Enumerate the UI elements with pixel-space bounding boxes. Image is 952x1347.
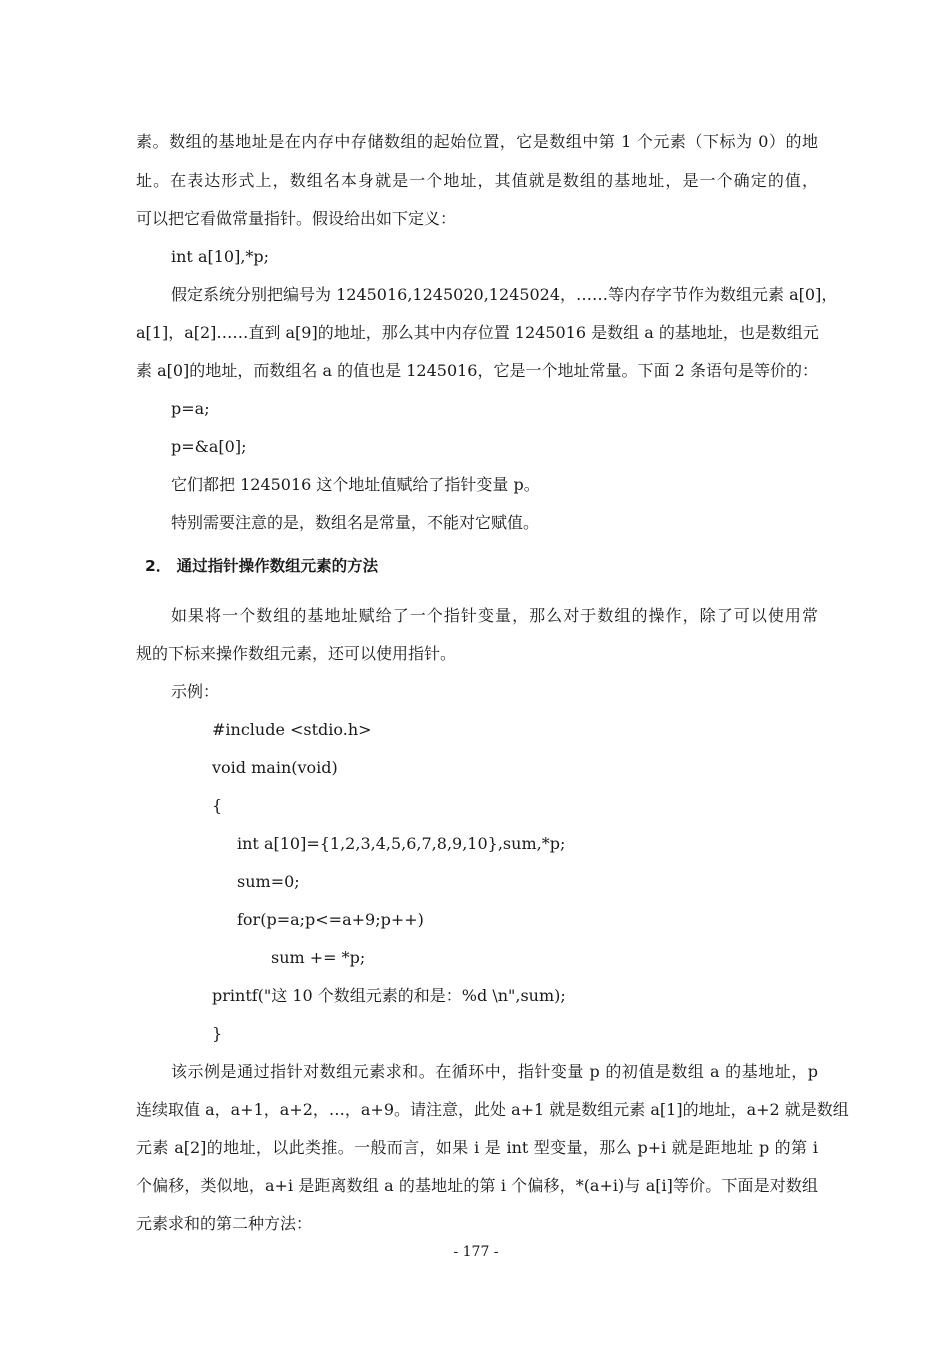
code-line: p=&a[0]; <box>171 437 247 456</box>
paragraph-line: 连续取值 a，a+1，a+2，…，a+9。请注意，此处 a+1 就是数组元素 a[1]的地址，a+2 就是数组 <box>136 1100 849 1119</box>
code-line: sum=0; <box>237 872 300 891</box>
paragraph-line: 素。数组的基地址是在内存中存储数组的起始位置，它是数组中第 1 个元素（下标为 0）的地 <box>136 132 818 151</box>
example-label: 示例： <box>171 682 220 701</box>
code-line: sum += *p; <box>271 948 366 967</box>
code-line: #include <stdio.h> <box>212 720 372 739</box>
paragraph-line: 规的下标来操作数组元素，还可以使用指针。 <box>136 644 457 663</box>
code-line: for(p=a;p<=a+9;p++) <box>237 910 424 929</box>
page-number: - 177 - <box>453 1244 499 1260</box>
paragraph-line: 该示例是通过指针对数组元素求和。在循环中，指针变量 p 的初值是数组 a 的基地址，p <box>171 1062 818 1081</box>
paragraph-line: 素 a[0]的地址，而数组名 a 的值也是 1245016，它是一个地址常量。下面 2 条语句是等价的： <box>136 361 818 380</box>
paragraph-line: 可以把它看做常量指针。假设给出如下定义： <box>136 209 457 228</box>
code-line: printf("这 10 个数组元素的和是：%d \n",sum); <box>212 986 566 1005</box>
paragraph-line: 它们都把 1245016 这个地址值赋给了指针变量 p。 <box>171 475 540 494</box>
code-line: void main(void) <box>212 758 338 777</box>
paragraph-line: 元素 a[2]的地址，以此类推。一般而言，如果 i 是 int 型变量，那么 p+i 就是距地址 p 的第 i <box>136 1138 818 1157</box>
code-line: int a[10]={1,2,3,4,5,6,7,8,9,10},sum,*p; <box>237 834 566 853</box>
code-line: p=a; <box>171 399 210 418</box>
paragraph-line: 特别需要注意的是，数组名是常量，不能对它赋值。 <box>171 513 540 532</box>
paragraph-line: 个偏移，类似地，a+i 是距离数组 a 的基地址的第 i 个偏移，*(a+i)与 a[i]等价。下面是对数组 <box>136 1176 818 1195</box>
code-line: { <box>212 796 223 815</box>
paragraph-line: 假定系统分别把编号为 1245016,1245020,1245024，……等内存字节作为数组元素 a[0]， <box>171 285 838 304</box>
paragraph-line: 元素求和的第二种方法： <box>136 1214 313 1233</box>
paragraph-line: 址。在表达形式上，数组名本身就是一个地址，其值就是数组的基地址，是一个确定的值， <box>136 171 818 190</box>
code-line: int a[10],*p; <box>171 247 270 266</box>
code-line: } <box>212 1024 223 1043</box>
section-heading: 2． 通过指针操作数组元素的方法 <box>145 557 379 575</box>
paragraph-line: a[1]，a[2]……直到 a[9]的地址，那么其中内存位置 1245016 是数组 a 的基地址，也是数组元 <box>136 323 819 342</box>
paragraph-line: 如果将一个数组的基地址赋给了一个指针变量，那么对于数组的操作，除了可以使用常 <box>171 606 818 625</box>
